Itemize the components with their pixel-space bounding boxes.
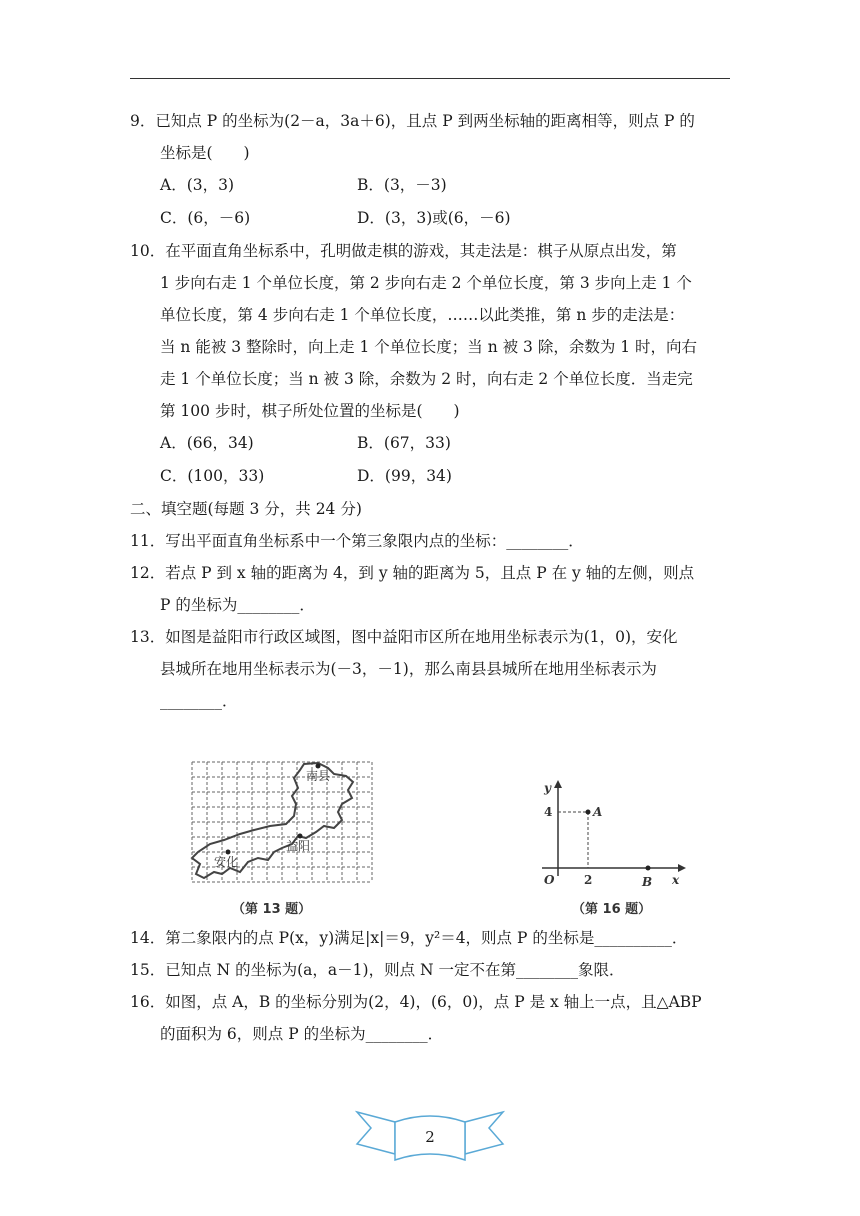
question-content-lower (130, 922, 738, 1050)
q10-line-4: 当 n 能被 3 整除时，向上走 1 个单位长度；当 n 被 3 除，余数为 1 时，向右 (160, 338, 698, 356)
fig13-point-yiyang (298, 834, 303, 839)
q10-option-c: C．(100，33) (160, 467, 265, 485)
fig16-label-x: x (672, 873, 680, 887)
q10-line-5: 走 1 个单位长度；当 n 被 3 除，余数为 2 时，向右走 2 个单位长度．当走完 (160, 370, 693, 388)
fig13-label-anhua: 安化 (214, 855, 239, 869)
q10-line-1: 10．在平面直角坐标系中，孔明做走棋的游戏，其走法是：棋子从原点出发，第 (130, 242, 677, 260)
fig16-y-arrow (554, 780, 562, 788)
q9-option-c: C．(6，－6) (160, 209, 251, 227)
header-rule (130, 78, 730, 79)
q16-line-1: 16．如图，点 A，B 的坐标分别为(2，4)，(6，0)，点 P 是 x 轴上一点，且△ABP (130, 993, 702, 1011)
q15-line: 15．已知点 N 的坐标为(a，a－1)，则点 N 一定不在第________象限． (130, 961, 625, 979)
fig13-label-yiyang: 益阳 (286, 839, 311, 853)
page-number: 2 (425, 1128, 435, 1146)
q10-line-6: 第 100 步时，棋子所处位置的坐标是( ) (160, 402, 460, 420)
q9-options-row-2 (130, 202, 738, 235)
q10-option-b: B．(67，33) (357, 434, 451, 452)
fig16-x-arrow (678, 864, 686, 872)
q9-option-d: D．(3，3)或(6，－6) (357, 209, 511, 227)
q9-line-2: 坐标是( ) (160, 144, 250, 162)
q13-line-2: 县城所在地用坐标表示为(－3，－1)，那么南县县城所在地用坐标表示为 (160, 660, 657, 678)
question-content (130, 105, 738, 717)
fig13-label-nanxian: 南县 (306, 769, 331, 783)
fig13-point-anhua (226, 850, 231, 855)
fig16-point-a (586, 810, 591, 815)
q9-line-1: 9．已知点 P 的坐标为(2－a，3a＋6)，且点 P 到两坐标轴的距离相等，则点 P 的 (130, 112, 695, 130)
fig16-label-o: O (544, 873, 555, 887)
fig16-label-b: B (642, 875, 653, 889)
q14-line: 14．第二象限内的点 P(x，y)满足|x|＝9，y²＝4，则点 P 的坐标是__________． (130, 929, 688, 947)
fig13-point-nanxian (316, 764, 321, 769)
q10-options-row-1 (130, 427, 738, 460)
fig16-point-b (646, 866, 651, 871)
q13-line-1: 13．如图是益阳市行政区域图，图中益阳市区所在地用坐标表示为(1，0)，安化 (130, 628, 678, 646)
q12-line-2: P 的坐标为________． (160, 596, 315, 614)
fig13-caption: （第 13 题） (232, 902, 312, 917)
page-footer (355, 1104, 505, 1174)
q9-option-a: A．(3，3) (160, 176, 235, 194)
q11-line: 11．写出平面直角坐标系中一个第三象限内点的坐标：________． (130, 532, 584, 550)
q16-line-2: 的面积为 6，则点 P 的坐标为________． (160, 1025, 444, 1043)
q10-options-row-2 (130, 460, 738, 493)
q13-line-3: ________． (160, 692, 238, 710)
q10-option-d: D．(99，34) (357, 467, 452, 485)
fig16-label-2: 2 (584, 873, 593, 887)
fig13-map (188, 760, 388, 890)
q12-line-1: 12．若点 P 到 x 轴的距离为 4，到 y 轴的距离为 5，且点 P 在 y 轴的左侧，则点 (130, 564, 695, 582)
figures-row (130, 756, 730, 921)
fig16-caption: （第 16 题） (572, 902, 652, 917)
q9-options-row-1 (130, 169, 738, 202)
q9-option-b: B．(3，－3) (357, 176, 447, 194)
fig16-label-4: 4 (544, 805, 553, 819)
fig16-label-y: y (544, 781, 551, 795)
q10-line-2: 1 步向右走 1 个单位长度，第 2 步向右走 2 个单位长度，第 3 步向上走 1 个 (160, 274, 692, 292)
fig16-label-a: A (593, 805, 603, 819)
q10-line-3: 单位长度，第 4 步向右走 1 个单位长度，……以此类推，第 n 步的走法是： (160, 306, 685, 324)
fig16-axes (530, 776, 700, 906)
q10-option-a: A．(66，34) (160, 434, 254, 452)
section-2-heading: 二、填空题(每题 3 分，共 24 分) (130, 500, 362, 518)
